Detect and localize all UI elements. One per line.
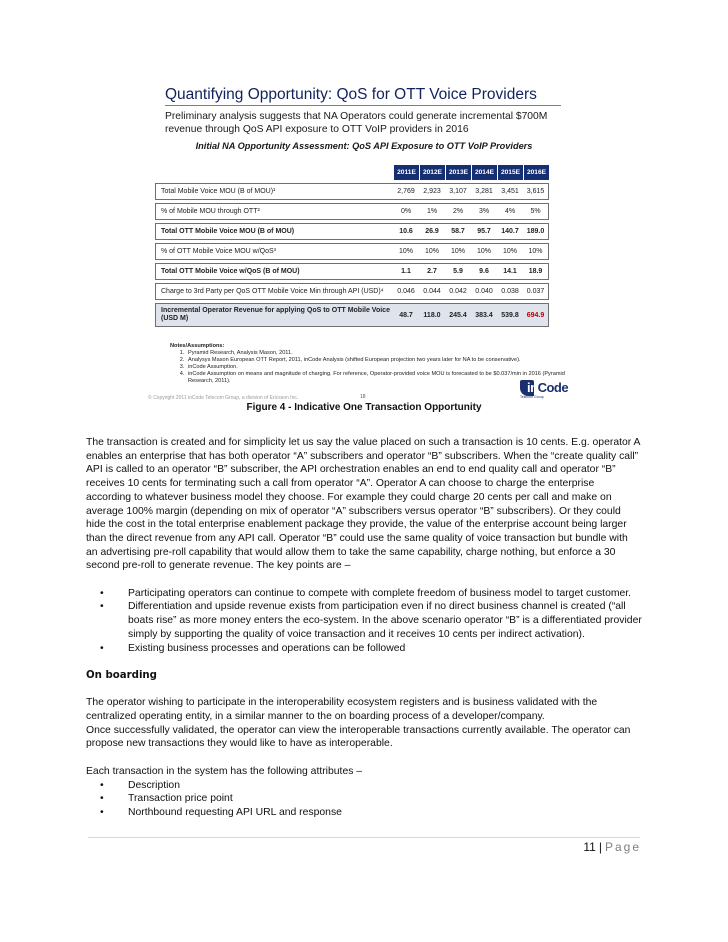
- table-header-row: [155, 165, 549, 180]
- table-row-total: [155, 303, 549, 327]
- table-row: [155, 263, 549, 280]
- year-header: 2014E: [471, 165, 497, 180]
- slide-subtitle: Preliminary analysis suggests that NA Operators could generate incremental $700M revenue through QoS API exposure to OTT VoIP providers in 2016: [165, 111, 548, 135]
- page-number: 11: [583, 840, 596, 854]
- table-row: [155, 243, 549, 260]
- table-cell: 10%: [523, 243, 549, 260]
- table-cell: 4%: [497, 203, 523, 220]
- document-body: [86, 436, 642, 833]
- table-cell: 245.4: [445, 303, 471, 327]
- row-label: Total Mobile Voice MOU (B of MOU)¹: [155, 183, 393, 200]
- bullet-icon: •: [100, 806, 104, 818]
- row-label: % of OTT Mobile Voice MOU w/QoS³: [155, 243, 393, 260]
- table-cell: 3,615: [523, 183, 549, 200]
- table-cell: 0.040: [471, 283, 497, 300]
- table-cell: 539.8: [497, 303, 523, 327]
- logo-tagline: Telecom Group: [520, 395, 544, 399]
- opportunity-table: [155, 162, 549, 330]
- table-cell: 2%: [445, 203, 471, 220]
- table-notes: [170, 343, 580, 384]
- note-item: 1. Pyramid Research, Analysis Mason, 2011.: [186, 350, 580, 357]
- table-cell: 0.038: [497, 283, 523, 300]
- paragraph: The transaction is created and for simplicity let us say the value placed on such a transaction is 10 cents. E.g. operator A enables an enterprise that has both operator “A” subscribers and operator “B” subscribers. When the “create quality call” API is called to an operator “B” subscriber, the API orchestration enables an end to end quality call and operator “B” receives 10 cents for terminating such a call from operator “A”. Operator A can choose to charge the enterprise according to whatever business model they choose. For example they could charge 20 cents per call and make on average 100% margin (depending on mix of operator “A” subscribers versus operator “B” subscribers). Or they could hide the cost in the total enterprise enablement package they provide, the value of the enterprise account being larger than the direct revenue from any API call. Operator “B” could use the same quality of voice transaction but bundle with an advertising pre-roll capability that would allow them to take the same capability, charge nothing, but enforce a 30 second pre-roll to generate revenue. The key points are –: [86, 437, 640, 572]
- table-cell: 2.7: [419, 263, 445, 280]
- slide-title: Quantifying Opportunity: QoS for OTT Voice Providers: [165, 86, 537, 103]
- bullet-icon: •: [100, 642, 104, 654]
- table-cell: 0.042: [445, 283, 471, 300]
- year-header: 2012E: [419, 165, 445, 180]
- list-item: • Differentiation and upside revenue exists from participation even if no direct business channel is created (“all boats rise” as more money enters the eco-system. In the above scenario operator “B” is a differentiated provider simply by supporting the quality of voice transaction and it receives 10 cents per indirect activation).: [100, 601, 642, 640]
- list-item: • Participating operators can continue to compete with complete freedom of business model to target customer.: [100, 587, 632, 599]
- footer-rule: [88, 837, 640, 838]
- table-cell: 0.044: [419, 283, 445, 300]
- notes-list: [170, 350, 580, 385]
- slide-copyright: © Copyright 2011 inCode Telecom Group, a division of Ericsson Inc.: [148, 395, 299, 401]
- table-cell: 10%: [471, 243, 497, 260]
- table-cell: 10%: [419, 243, 445, 260]
- notes-heading: Notes/Assumptions:: [170, 343, 225, 349]
- slide-title-rule: [165, 105, 561, 106]
- table-row: [155, 223, 549, 240]
- table-cell: 2,923: [419, 183, 445, 200]
- list-item: • Description: [100, 779, 180, 791]
- table-row: [155, 283, 549, 300]
- key-points-list: [86, 587, 642, 656]
- list-item: • Northbound requesting API URL and response: [100, 806, 342, 818]
- section-heading: On boarding: [86, 669, 157, 681]
- paragraph: Once successfully validated, the operator can view the interoperable transactions currently available. The operator can propose new transactions they would like to have as interoperable.: [86, 724, 631, 750]
- table-cell: 3,281: [471, 183, 497, 200]
- bullet-icon: •: [100, 601, 104, 613]
- table-cell: 5%: [523, 203, 549, 220]
- table-cell: 5.9: [445, 263, 471, 280]
- table-cell: 18.9: [523, 263, 549, 280]
- table-cell: 95.7: [471, 223, 497, 240]
- note-item: 4. inCode Assumption on means and magnitude of charging. For reference, Operator-provided voice MOU is forecasted to be $0.037/min in 2016 (Pyramid Research, 2011).: [186, 371, 580, 385]
- table-title: Initial NA Opportunity Assessment: QoS API Exposure to OTT VoIP Providers: [195, 141, 533, 151]
- table-cell: 10%: [497, 243, 523, 260]
- table-cell: 3,107: [445, 183, 471, 200]
- bullet-icon: •: [100, 587, 104, 599]
- page-footer: [583, 840, 641, 854]
- bullet-icon: •: [100, 793, 104, 805]
- page-word: Page: [604, 840, 641, 854]
- table-cell: 1.1: [393, 263, 419, 280]
- list-item: • Transaction price point: [100, 793, 233, 805]
- row-label: Total OTT Mobile Voice w/QoS (B of MOU): [155, 263, 393, 280]
- table-cell: 0.046: [393, 283, 419, 300]
- table-cell: 2,769: [393, 183, 419, 200]
- row-label: Incremental Operator Revenue for applying QoS to OTT Mobile Voice (USD M): [155, 303, 393, 327]
- table-cell: 48.7: [393, 303, 419, 327]
- year-header: 2011E: [393, 165, 419, 180]
- table-cell: 3%: [471, 203, 497, 220]
- attributes-list: [86, 779, 642, 820]
- row-label: Charge to 3rd Party per QoS OTT Mobile Voice Min through API (USD)⁴: [155, 283, 393, 300]
- figure-slide: [148, 78, 580, 408]
- slide-page-number: 18: [360, 394, 366, 400]
- table-cell: 1%: [419, 203, 445, 220]
- table-cell: 10.6: [393, 223, 419, 240]
- paragraph: The operator wishing to participate in the interoperability ecosystem registers and is business validated with the centralized operating entity, in a similar manner to the on boarding process of a developer/company.: [86, 697, 598, 723]
- table-cell: 383.4: [471, 303, 497, 327]
- table-cell: 3,451: [497, 183, 523, 200]
- footer-separator: |: [598, 840, 602, 854]
- row-label: % of Mobile MOU through OTT²: [155, 203, 393, 220]
- logo-wordmark: inCode: [527, 380, 569, 395]
- table-cell-highlight: 694.9: [523, 303, 549, 327]
- table-cell: 9.6: [471, 263, 497, 280]
- bullet-icon: •: [100, 779, 104, 791]
- table-cell: 26.9: [419, 223, 445, 240]
- year-header: 2016E: [523, 165, 549, 180]
- figure-caption: Figure 4 - Indicative One Transaction Opportunity: [246, 402, 482, 413]
- table-cell: 58.7: [445, 223, 471, 240]
- table-cell: 189.0: [523, 223, 549, 240]
- table-cell: 0%: [393, 203, 419, 220]
- table-cell: 10%: [393, 243, 419, 260]
- year-header: 2015E: [497, 165, 523, 180]
- note-item: 2. Analysys Mason European OTT Report, 2011, inCode Analysis (shifted European projection two years later for NA to be conservative).: [186, 357, 580, 364]
- table-cell: 0.037: [523, 283, 549, 300]
- year-header: 2013E: [445, 165, 471, 180]
- table-cell: 10%: [445, 243, 471, 260]
- table-cell: 118.0: [419, 303, 445, 327]
- list-item: • Existing business processes and operations can be followed: [100, 642, 406, 654]
- table-cell: 14.1: [497, 263, 523, 280]
- paragraph: Each transaction in the system has the following attributes –: [86, 765, 363, 777]
- table-row: [155, 183, 549, 200]
- header-spacer: [155, 165, 393, 180]
- note-item: 3. inCode Assumption.: [186, 364, 580, 371]
- incode-logo: [520, 380, 574, 400]
- row-label: Total OTT Mobile Voice MOU (B of MOU): [155, 223, 393, 240]
- table-row: [155, 203, 549, 220]
- table-cell: 140.7: [497, 223, 523, 240]
